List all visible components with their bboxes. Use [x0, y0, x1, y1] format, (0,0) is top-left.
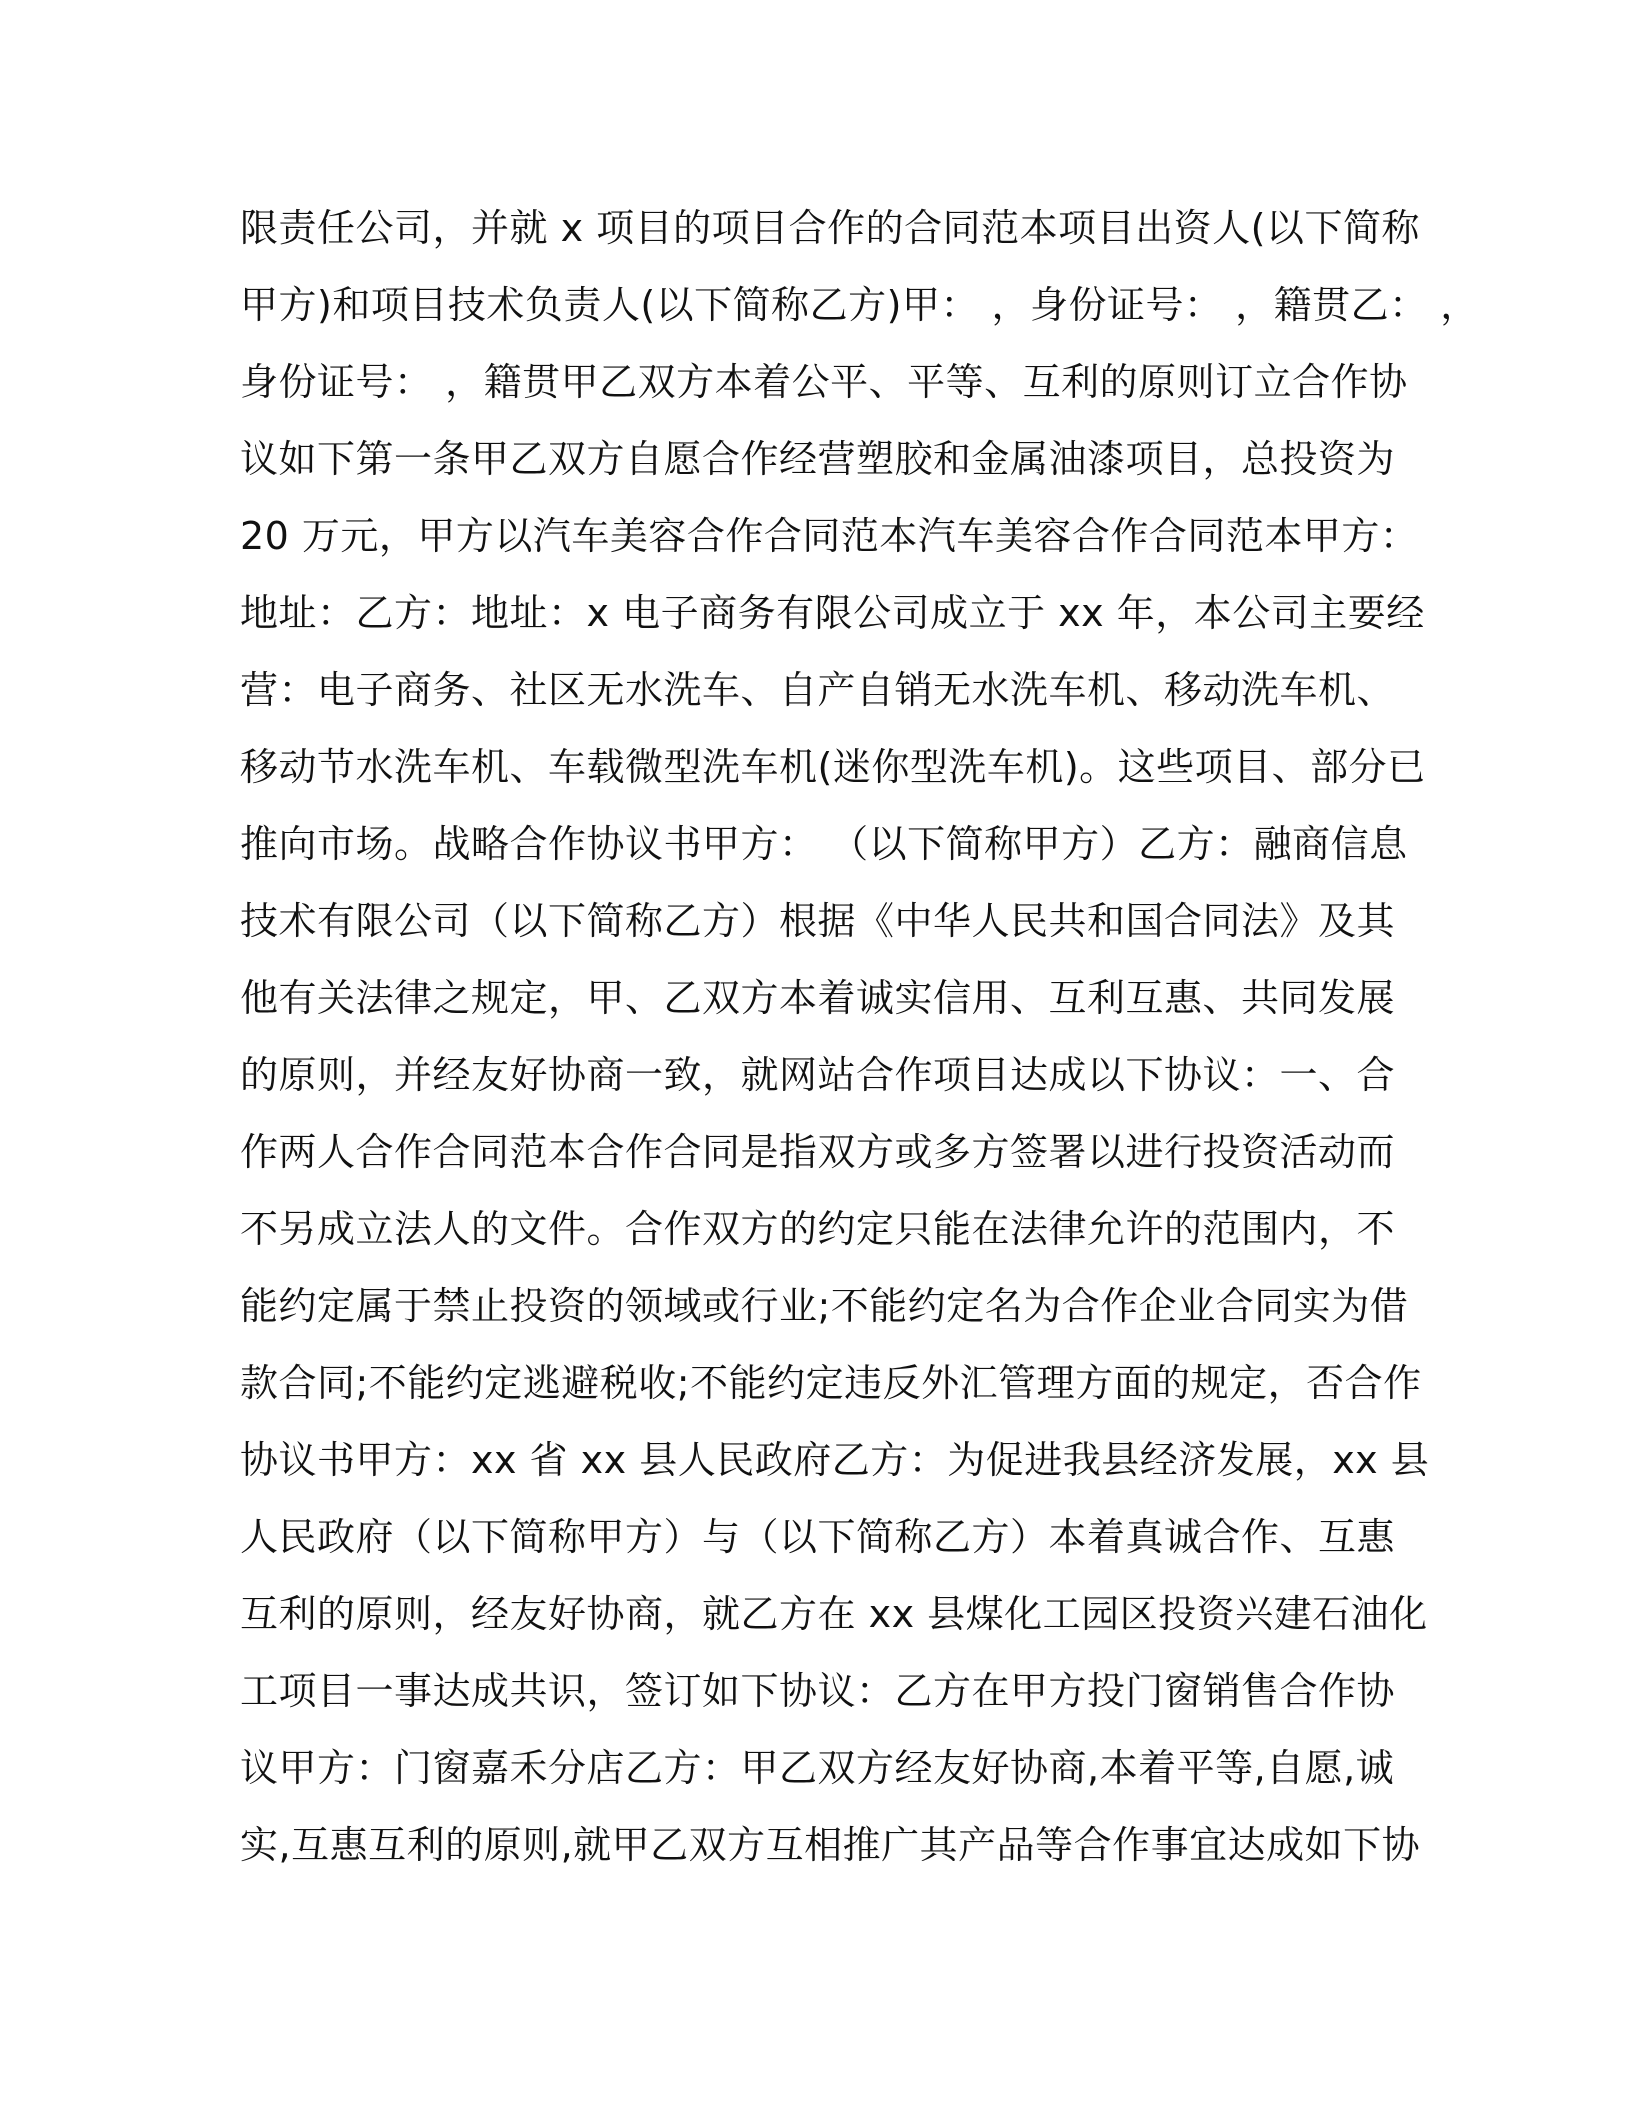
- text-line-9: 推向市场。战略合作协议书甲方： （以下简称甲方）乙方：融商信息: [240, 822, 1408, 866]
- text-line-5: 20 万元，甲方以汽车美容合作合同范本汽车美容合作合同范本甲方：: [240, 514, 1419, 558]
- text-line-8: 移动节水洗车机、车载微型洗车机(迷你型洗车机)。这些项目、部分已: [240, 745, 1426, 789]
- text-line-20: 工项目一事达成共识，签订如下协议：乙方在甲方投门窗销售合作协: [240, 1669, 1396, 1713]
- text-line-15: 能约定属于禁止投资的领域或行业;不能约定名为合作企业合同实为借: [240, 1284, 1409, 1328]
- text-line-10: 技术有限公司（以下简称乙方）根据《中华人民共和国合同法》及其: [240, 899, 1396, 943]
- text-line-12: 的原则，并经友好协商一致，就网站合作项目达成以下协议：一、合: [240, 1053, 1396, 1097]
- text-line-11: 他有关法律之规定，甲、乙双方本着诚实信用、互利互惠、共同发展: [240, 976, 1396, 1020]
- text-line-22: 实,互惠互利的原则,就甲乙双方互相推广其产品等合作事宜达成如下协: [240, 1823, 1421, 1867]
- text-line-1: 限责任公司，并就 x 项目的项目合作的合同范本项目出资人(以下简称: [240, 206, 1420, 250]
- text-line-7: 营：电子商务、社区无水洗车、自产自销无水洗车机、移动洗车机、: [240, 668, 1396, 712]
- text-line-17: 协议书甲方：xx 省 xx 县人民政府乙方：为促进我县经济发展，xx 县: [240, 1438, 1430, 1482]
- text-line-18: 人民政府（以下简称甲方）与（以下简称乙方）本着真诚合作、互惠: [240, 1515, 1396, 1559]
- text-line-16: 款合同;不能约定逃避税收;不能约定违反外汇管理方面的规定，否合作: [240, 1361, 1422, 1405]
- text-line-2: 甲方)和项目技术负责人(以下简称乙方)甲： ，身份证号： ，籍贯乙： ，: [240, 283, 1479, 327]
- text-line-3: 身份证号： ，籍贯甲乙双方本着公平、平等、互利的原则订立合作协: [240, 360, 1408, 404]
- text-line-14: 不另成立法人的文件。合作双方的约定只能在法律允许的范围内，不: [240, 1207, 1396, 1251]
- text-line-13: 作两人合作合同范本合作合同是指双方或多方签署以进行投资活动而: [240, 1130, 1396, 1174]
- text-line-4: 议如下第一条甲乙双方自愿合作经营塑胶和金属油漆项目，总投资为: [240, 437, 1396, 481]
- text-line-6: 地址：乙方：地址：x 电子商务有限公司成立于 xx 年，本公司主要经: [240, 591, 1425, 635]
- text-line-21: 议甲方：门窗嘉禾分店乙方：甲乙双方经友好协商,本着平等,自愿,诚: [240, 1746, 1395, 1790]
- body-text: [240, 190, 1479, 1884]
- text-line-19: 互利的原则，经友好协商，就乙方在 xx 县煤化工园区投资兴建石油化: [240, 1592, 1428, 1636]
